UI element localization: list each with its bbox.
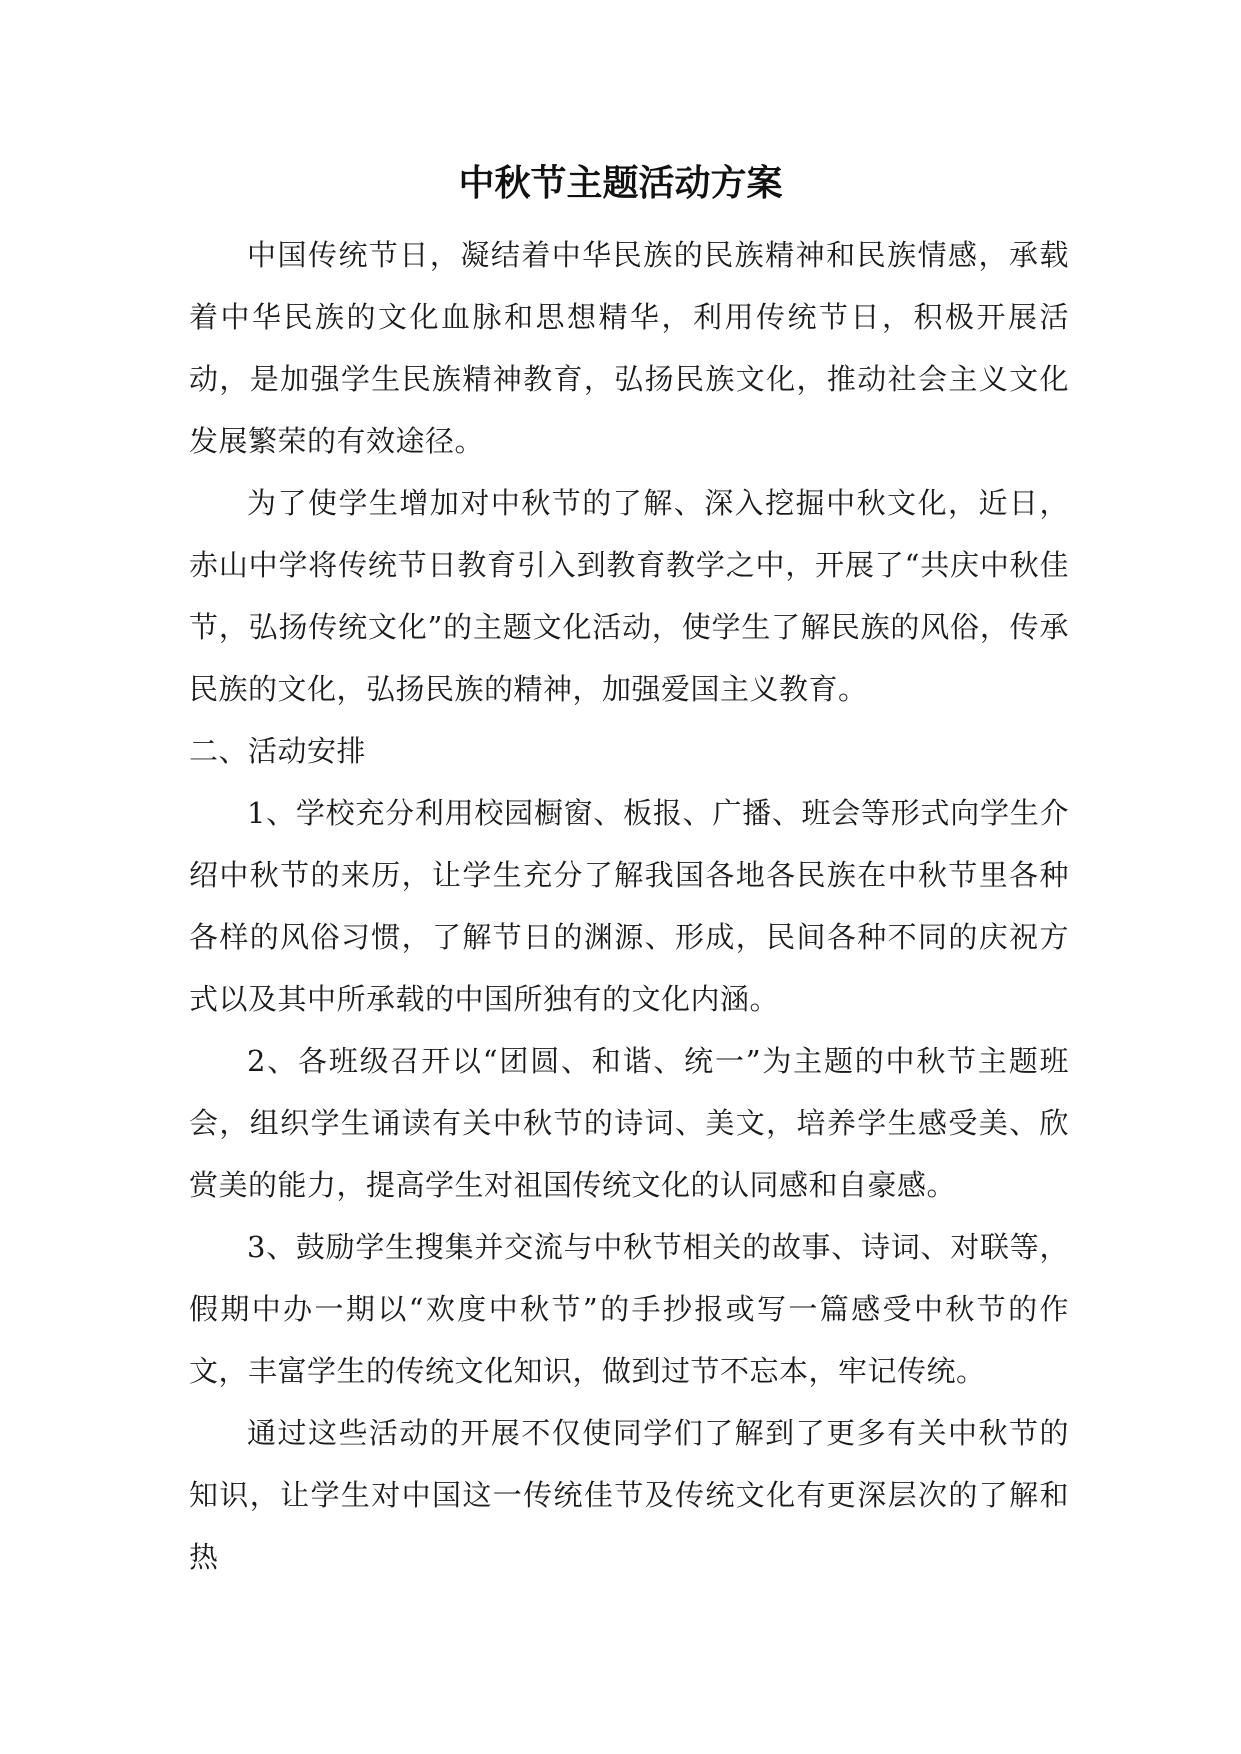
intro-paragraph: 中国传统节日，凝结着中华民族的民族精神和民族情感，承载着中华民族的文化血脉和思想精华，利用传统节日，积极开展活动，是加强学生民族精神教育，弘扬民族文化，推动社会主义文化发展繁荣的有效途径。: [189, 238, 1069, 458]
conclusion-paragraph: 通过这些活动的开展不仅使同学们了解到了更多有关中秋节的知识，让学生对中国这一传统佳节及传统文化有更深层次的了解和热: [189, 1416, 1069, 1574]
section-heading-activities: 二、活动安排: [189, 734, 367, 768]
document-body: [189, 224, 1069, 1588]
activity-item-1: 1、学校充分利用校园橱窗、板报、广播、班会等形式向学生介绍中秋节的来历，让学生充分了解我国各地各民族在中秋节里各种各样的风俗习惯，了解节日的渊源、形成，民间各种不同的庆祝方式以及其中所承载的中国所独有的文化内涵。: [189, 796, 1069, 1016]
activity-item-2: 2、各班级召开以“团圆、和谐、统一”为主题的中秋节主题班会，组织学生诵读有关中秋节的诗词、美文，培养学生感受美、欣赏美的能力，提高学生对祖国传统文化的认同感和自豪感。: [189, 1044, 1069, 1202]
background-paragraph: 为了使学生增加对中秋节的了解、深入挖掘中秋文化，近日，赤山中学将传统节日教育引入到教育教学之中，开展了“共庆中秋佳节，弘扬传统文化”的主题文化活动，使学生了解民族的风俗，传承民族的文化，弘扬民族的精神，加强爱国主义教育。: [189, 486, 1069, 706]
activity-item-3: 3、鼓励学生搜集并交流与中秋节相关的故事、诗词、对联等，假期中办一期以“欢度中秋节”的手抄报或写一篇感受中秋节的作文，丰富学生的传统文化知识，做到过节不忘本，牢记传统。: [189, 1230, 1069, 1388]
document-title: 中秋节主题活动方案: [458, 163, 783, 204]
